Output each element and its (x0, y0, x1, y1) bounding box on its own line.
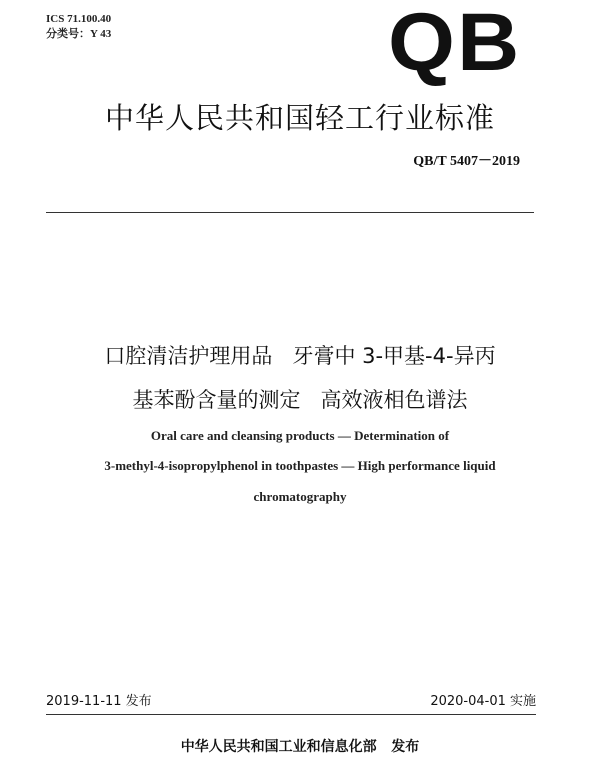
chinese-title-line2: 基苯酚含量的测定 高效液相色谱法 (132, 388, 468, 412)
english-title-line3: chromatography (253, 489, 347, 504)
english-title-line1: Oral care and cleansing products — Determination of (150, 428, 450, 443)
header-divider (46, 212, 534, 213)
issuing-authority: 中华人民共和国工业和信息化部 发布 (180, 739, 420, 755)
implement-date: 2020-04-01 实施 (430, 694, 536, 709)
footer-divider (46, 714, 536, 715)
chinese-title-line1: 口腔清洁护理用品 牙膏中 3-甲基-4-异丙 (104, 344, 496, 368)
standard-title: 中华人民共和国轻工行业标准 (104, 101, 495, 135)
ics-code: ICS 71.100.40 (46, 13, 112, 25)
standard-number: QB/T 5407－2019 (413, 154, 520, 169)
english-title-line2: 3-methyl-4-isopropylphenol in toothpastes — High performance liquid (104, 458, 496, 473)
issue-date: 2019-11-11 发布 (46, 694, 152, 709)
category-code: 分类号：Y 43 (46, 28, 112, 40)
qb-logo: QB (388, 0, 522, 88)
